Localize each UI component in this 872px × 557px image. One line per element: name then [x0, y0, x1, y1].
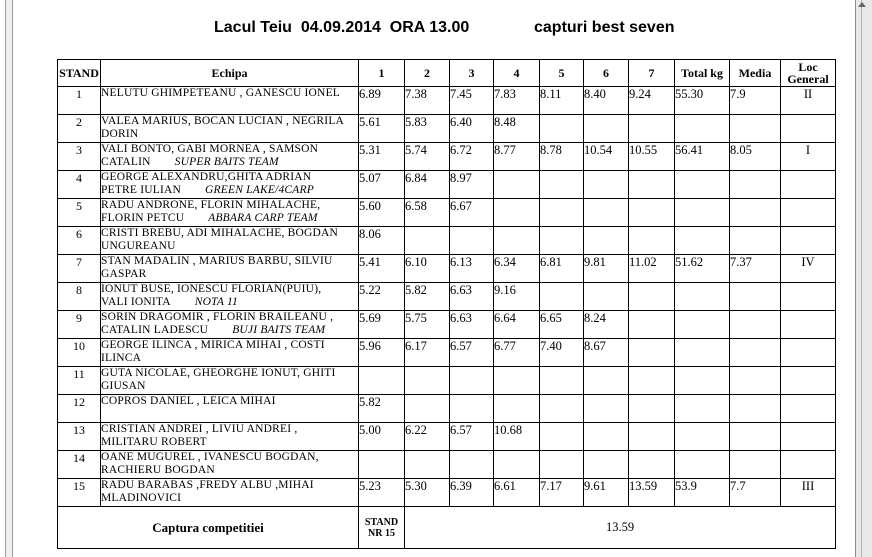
cell-catch-2: 5.30 [405, 479, 450, 507]
cell-team [101, 255, 359, 283]
team-members-continued: GASPAR [101, 267, 147, 280]
cell-catch-3 [450, 395, 494, 423]
table-row [58, 451, 836, 479]
cell-catch-3: 6.67 [450, 199, 494, 227]
cell-catch-7 [629, 283, 675, 311]
team-line-1: NELUTU GHIMPETEANU , GANESCU IONEL [101, 87, 341, 99]
cell-team [101, 479, 359, 507]
header-catch-1: 1 [359, 60, 405, 87]
cell-catch-2 [405, 227, 450, 255]
cell-catch-2: 5.75 [405, 311, 450, 339]
cell-team [101, 199, 359, 227]
cell-catch-1: 5.41 [359, 255, 405, 283]
team-line-1: CRISTI BREBU, ADI MIHALACHE, BOGDAN [101, 227, 339, 239]
cell-catch-3: 8.97 [450, 171, 494, 199]
cell-catch-1 [359, 451, 405, 479]
cell-catch-6 [584, 227, 629, 255]
cell-catch-2: 6.58 [405, 199, 450, 227]
cell-catch-1: 8.06 [359, 227, 405, 255]
team-tag: ABBARA CARP TEAM [208, 211, 318, 224]
scroll-up-arrow-icon[interactable] [858, 2, 866, 7]
cell-total-kg [675, 395, 730, 423]
cell-catch-6: 10.54 [584, 143, 629, 171]
cell-catch-1: 5.07 [359, 171, 405, 199]
cell-media [730, 311, 781, 339]
table-row [58, 143, 836, 171]
cell-catch-7 [629, 199, 675, 227]
footer-stand-line2: NR 15 [368, 527, 395, 539]
cell-catch-4: 6.77 [494, 339, 540, 367]
vertical-scrollbar[interactable] [855, 0, 872, 557]
team-line-2 [101, 212, 358, 225]
document-subtitle: capturi best seven [534, 19, 675, 36]
cell-catch-2: 7.38 [405, 87, 450, 115]
cell-catch-5: 6.65 [540, 311, 584, 339]
cell-stand: 12 [58, 395, 101, 423]
cell-catch-6: 8.67 [584, 339, 629, 367]
cell-catch-7 [629, 451, 675, 479]
table-row [58, 227, 836, 255]
table-row [58, 479, 836, 507]
cell-loc-general [781, 227, 836, 255]
cell-loc-general: I [781, 143, 836, 171]
cell-catch-2: 6.10 [405, 255, 450, 283]
cell-stand: 9 [58, 311, 101, 339]
header-catch-5: 5 [540, 60, 584, 87]
cell-stand: 8 [58, 283, 101, 311]
cell-media [730, 199, 781, 227]
cell-team [101, 115, 359, 143]
team-members-continued: RACHIERU BOGDAN [101, 463, 215, 476]
cell-catch-3: 6.57 [450, 423, 494, 451]
cell-loc-general [781, 311, 836, 339]
cell-catch-2: 5.82 [405, 283, 450, 311]
cell-catch-6 [584, 367, 629, 395]
cell-stand: 10 [58, 339, 101, 367]
team-line-1: RADU ANDRONE, FLORIN MIHALACHE, [101, 199, 321, 211]
cell-total-kg: 51.62 [675, 255, 730, 283]
team-line-2 [101, 184, 358, 197]
cell-total-kg [675, 283, 730, 311]
header-loc-line2: General [787, 72, 829, 86]
cell-media [730, 227, 781, 255]
cell-loc-general [781, 367, 836, 395]
team-line-2 [101, 128, 358, 141]
cell-catch-7 [629, 227, 675, 255]
team-line-2 [101, 240, 358, 253]
cell-catch-3 [450, 367, 494, 395]
cell-media [730, 171, 781, 199]
cell-loc-general [781, 115, 836, 143]
cell-catch-1: 5.96 [359, 339, 405, 367]
cell-catch-4 [494, 395, 540, 423]
cell-team [101, 451, 359, 479]
cell-catch-4 [494, 451, 540, 479]
cell-catch-4: 6.61 [494, 479, 540, 507]
cell-catch-2 [405, 395, 450, 423]
table-header-row [58, 60, 836, 87]
cell-media [730, 367, 781, 395]
cell-catch-3: 6.63 [450, 311, 494, 339]
cell-catch-4: 8.77 [494, 143, 540, 171]
cell-total-kg [675, 171, 730, 199]
table-row [58, 171, 836, 199]
team-tag: GREEN LAKE/4CARP [205, 183, 314, 196]
cell-team [101, 171, 359, 199]
header-stand: STAND [58, 60, 101, 87]
header-catch-6: 6 [584, 60, 629, 87]
header-catch-2: 2 [405, 60, 450, 87]
cell-catch-4: 7.83 [494, 87, 540, 115]
cell-team [101, 227, 359, 255]
cell-team [101, 395, 359, 423]
cell-catch-2: 6.84 [405, 171, 450, 199]
cell-catch-2 [405, 367, 450, 395]
cell-catch-3: 6.63 [450, 283, 494, 311]
cell-catch-6: 9.61 [584, 479, 629, 507]
cell-team [101, 311, 359, 339]
header-total-kg: Total kg [675, 60, 730, 87]
team-line-1: STAN MADALIN , MARIUS BARBU, SILVIU [101, 255, 333, 267]
team-line-1: COPROS DANIEL , LEICA MIHAI [101, 395, 276, 407]
cell-stand: 4 [58, 171, 101, 199]
cell-catch-2: 6.17 [405, 339, 450, 367]
cell-catch-2: 6.22 [405, 423, 450, 451]
cell-media [730, 395, 781, 423]
cell-catch-3: 6.57 [450, 339, 494, 367]
cell-catch-7 [629, 395, 675, 423]
team-line-2 [101, 156, 358, 169]
cell-catch-5: 8.11 [540, 87, 584, 115]
team-line-2 [101, 296, 358, 309]
cell-catch-1: 5.31 [359, 143, 405, 171]
cell-catch-4: 10.68 [494, 423, 540, 451]
cell-stand: 2 [58, 115, 101, 143]
team-line-2 [101, 352, 358, 365]
cell-loc-general: II [781, 87, 836, 115]
cell-team [101, 143, 359, 171]
cell-catch-1: 5.61 [359, 115, 405, 143]
cell-catch-7 [629, 339, 675, 367]
cell-total-kg [675, 339, 730, 367]
cell-stand: 6 [58, 227, 101, 255]
cell-team [101, 283, 359, 311]
cell-total-kg: 56.41 [675, 143, 730, 171]
cell-catch-1: 5.60 [359, 199, 405, 227]
team-members-continued: ILINCA [101, 351, 142, 364]
cell-media [730, 283, 781, 311]
team-line-1: SORIN DRAGOMIR , FLORIN BRAILEANU , [101, 311, 334, 323]
cell-team [101, 367, 359, 395]
cell-catch-6 [584, 199, 629, 227]
table-row [58, 115, 836, 143]
team-line-1: GEORGE ILINCA , MIRICA MIHAI , COSTI [101, 339, 325, 351]
cell-catch-5: 8.78 [540, 143, 584, 171]
cell-media: 7.7 [730, 479, 781, 507]
table-row [58, 339, 836, 367]
cell-catch-7: 11.02 [629, 255, 675, 283]
header-team: Echipa [101, 60, 359, 87]
cell-stand: 14 [58, 451, 101, 479]
cell-total-kg [675, 367, 730, 395]
cell-total-kg: 55.30 [675, 87, 730, 115]
cell-stand: 5 [58, 199, 101, 227]
cell-media [730, 339, 781, 367]
header-catch-3: 3 [450, 60, 494, 87]
team-line-1: GEORGE ALEXANDRU,GHITA ADRIAN [101, 171, 312, 183]
cell-catch-3 [450, 451, 494, 479]
cell-catch-6 [584, 395, 629, 423]
cell-catch-2: 5.83 [405, 115, 450, 143]
cell-catch-7 [629, 115, 675, 143]
cell-catch-3: 6.39 [450, 479, 494, 507]
cell-stand: 7 [58, 255, 101, 283]
team-members-continued: PETRE IULIAN [101, 183, 182, 196]
team-tag: NOTA 11 [194, 295, 239, 308]
cell-loc-general [781, 199, 836, 227]
footer-stand-line1: STAND [364, 516, 399, 528]
cell-catch-4 [494, 171, 540, 199]
cell-stand: 15 [58, 479, 101, 507]
cell-catch-3 [450, 227, 494, 255]
cell-stand: 1 [58, 87, 101, 115]
cell-loc-general [781, 423, 836, 451]
cell-media: 7.9 [730, 87, 781, 115]
cell-catch-7 [629, 423, 675, 451]
footer-row [58, 507, 836, 549]
cell-total-kg [675, 423, 730, 451]
table-row [58, 199, 836, 227]
team-members-continued: GIUSAN [101, 379, 146, 392]
cell-team [101, 423, 359, 451]
team-line-1: VALEA MARIUS, BOCAN LUCIAN , NEGRILA [101, 115, 345, 127]
cell-catch-1: 6.89 [359, 87, 405, 115]
document-header [0, 19, 850, 41]
cell-stand: 3 [58, 143, 101, 171]
cell-media [730, 451, 781, 479]
team-members-continued: CATALIN LADESCU [101, 323, 209, 336]
cell-catch-5: 6.81 [540, 255, 584, 283]
cell-loc-general [781, 451, 836, 479]
team-members-continued: VALI IONITA [101, 295, 171, 308]
cell-catch-6: 9.81 [584, 255, 629, 283]
cell-catch-1: 5.82 [359, 395, 405, 423]
cell-catch-1 [359, 367, 405, 395]
cell-catch-4: 9.16 [494, 283, 540, 311]
cell-catch-3: 6.72 [450, 143, 494, 171]
cell-catch-6 [584, 115, 629, 143]
cell-catch-4: 6.64 [494, 311, 540, 339]
cell-catch-6: 8.40 [584, 87, 629, 115]
cell-catch-4: 8.48 [494, 115, 540, 143]
cell-total-kg [675, 199, 730, 227]
cell-catch-5 [540, 115, 584, 143]
team-line-2 [101, 436, 358, 449]
team-line-1: GUTA NICOLAE, GHEORGHE IONUT, GHITI [101, 367, 336, 379]
header-media: Media [730, 60, 781, 87]
table-row [58, 311, 836, 339]
cell-stand: 11 [58, 367, 101, 395]
cell-catch-5 [540, 395, 584, 423]
cell-catch-3: 6.13 [450, 255, 494, 283]
table-row [58, 87, 836, 115]
cell-media [730, 115, 781, 143]
team-line-2 [101, 380, 358, 393]
cell-catch-7 [629, 367, 675, 395]
team-line-2 [101, 464, 358, 477]
team-line-1: VALI BONTO, GABI MORNEA , SAMSON [101, 143, 319, 155]
team-members-continued: FLORIN PETCU [101, 211, 185, 224]
team-members-continued: MLADINOVICI [101, 491, 182, 504]
cell-loc-general [781, 283, 836, 311]
team-line-1: IONUT BUSE, IONESCU FLORIAN(PUIU), [101, 283, 322, 295]
cell-catch-4 [494, 227, 540, 255]
cell-catch-5: 7.17 [540, 479, 584, 507]
team-members-continued: DORIN [101, 127, 139, 140]
table-row [58, 367, 836, 395]
cell-catch-5 [540, 283, 584, 311]
table-row [58, 255, 836, 283]
cell-stand: 13 [58, 423, 101, 451]
cell-catch-1: 5.00 [359, 423, 405, 451]
cell-catch-2: 5.74 [405, 143, 450, 171]
table-row [58, 283, 836, 311]
cell-catch-5 [540, 451, 584, 479]
cell-team [101, 339, 359, 367]
cell-catch-7: 13.59 [629, 479, 675, 507]
cell-catch-7: 10.55 [629, 143, 675, 171]
page-left-border [5, 0, 13, 557]
team-tag: SUPER BAITS TEAM [174, 155, 279, 168]
table-row [58, 395, 836, 423]
cell-loc-general [781, 171, 836, 199]
cell-catch-6 [584, 171, 629, 199]
cell-catch-5 [540, 171, 584, 199]
header-loc-line1: Loc [798, 60, 818, 74]
cell-loc-general: III [781, 479, 836, 507]
team-line-2 [101, 268, 358, 281]
footer-stand [359, 507, 405, 549]
cell-catch-4 [494, 199, 540, 227]
team-line-1: OANE MUGUREL , IVANESCU BOGDAN, [101, 451, 319, 463]
cell-catch-5 [540, 367, 584, 395]
team-line-2 [101, 324, 358, 337]
cell-catch-4: 6.34 [494, 255, 540, 283]
cell-catch-6 [584, 451, 629, 479]
cell-catch-5 [540, 227, 584, 255]
header-catch-7: 7 [629, 60, 675, 87]
cell-team [101, 87, 359, 115]
header-catch-4: 4 [494, 60, 540, 87]
cell-catch-4 [494, 367, 540, 395]
cell-catch-5: 7.40 [540, 339, 584, 367]
cell-catch-1: 5.22 [359, 283, 405, 311]
cell-catch-2 [405, 451, 450, 479]
cell-catch-1: 5.69 [359, 311, 405, 339]
footer-value: 13.59 [405, 507, 836, 549]
cell-catch-1: 5.23 [359, 479, 405, 507]
results-table [57, 59, 836, 549]
cell-catch-5 [540, 423, 584, 451]
cell-total-kg [675, 115, 730, 143]
cell-catch-7 [629, 311, 675, 339]
cell-media: 7.37 [730, 255, 781, 283]
cell-catch-6 [584, 283, 629, 311]
cell-catch-7: 9.24 [629, 87, 675, 115]
cell-loc-general [781, 395, 836, 423]
header-loc-general [781, 60, 836, 87]
cell-catch-3: 7.45 [450, 87, 494, 115]
cell-loc-general: IV [781, 255, 836, 283]
cell-total-kg: 53.9 [675, 479, 730, 507]
team-members-continued: MILITARU ROBERT [101, 435, 207, 448]
cell-loc-general [781, 339, 836, 367]
table-row [58, 423, 836, 451]
team-line-1: RADU BARABAS ,FREDY ALBU ,MIHAI [101, 479, 314, 491]
cell-catch-3: 6.40 [450, 115, 494, 143]
cell-media: 8.05 [730, 143, 781, 171]
cell-total-kg [675, 311, 730, 339]
footer-label: Captura competitiei [58, 507, 359, 549]
team-tag: BUJI BAITS TEAM [232, 323, 326, 336]
document-title: Lacul Teiu 04.09.2014 ORA 13.00 [214, 19, 470, 36]
cell-catch-6: 8.24 [584, 311, 629, 339]
team-members-continued: UNGUREANU [101, 239, 176, 252]
cell-media [730, 423, 781, 451]
cell-catch-6 [584, 423, 629, 451]
cell-total-kg [675, 227, 730, 255]
team-line-1: CRISTIAN ANDREI , LIVIU ANDREI , [101, 423, 298, 435]
cell-catch-5 [540, 199, 584, 227]
cell-total-kg [675, 451, 730, 479]
team-members-continued: CATALIN [101, 155, 151, 168]
team-line-2 [101, 492, 358, 505]
cell-catch-7 [629, 171, 675, 199]
